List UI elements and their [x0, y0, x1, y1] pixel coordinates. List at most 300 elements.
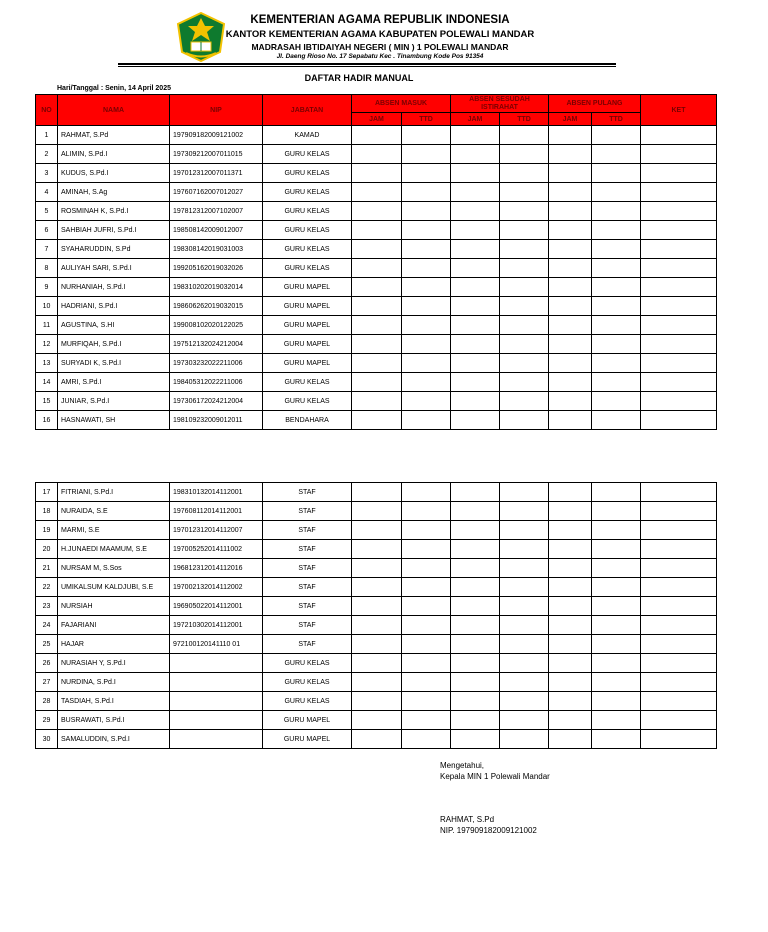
row-pulang-ttd-cell — [592, 126, 641, 145]
school-title: MADRASAH IBTIDAIYAH NEGERI ( MIN ) 1 POLEWALI MANDAR — [251, 42, 509, 52]
row-nip: 197309212007011015 — [170, 145, 263, 164]
row-jabatan: STAF — [263, 521, 352, 540]
row-istirahat-ttd-cell — [500, 673, 549, 692]
row-pulang-jam-cell — [549, 483, 592, 502]
row-nip: 197909182009121002 — [170, 126, 263, 145]
row-istirahat-ttd-cell — [500, 711, 549, 730]
row-istirahat-ttd-cell — [500, 164, 549, 183]
row-pulang-ttd-cell — [592, 559, 641, 578]
date-label: Hari/Tanggal : Senin, 14 April 2025 — [57, 85, 171, 92]
row-nip: 198508142009012007 — [170, 221, 263, 240]
row-ket-cell — [641, 483, 717, 502]
row-no: 23 — [36, 597, 58, 616]
row-pulang-ttd-cell — [592, 354, 641, 373]
row-jabatan: GURU KELAS — [263, 183, 352, 202]
row-nama: SAMALUDDIN, S.Pd.I — [58, 730, 170, 749]
row-pulang-jam-cell — [549, 502, 592, 521]
row-masuk-ttd-cell — [402, 521, 451, 540]
row-ket-cell — [641, 502, 717, 521]
row-no: 24 — [36, 616, 58, 635]
row-no: 4 — [36, 183, 58, 202]
row-pulang-ttd-cell — [592, 711, 641, 730]
row-nip — [170, 673, 263, 692]
row-istirahat-jam-cell — [451, 502, 500, 521]
row-istirahat-jam-cell — [451, 483, 500, 502]
row-masuk-jam-cell — [352, 240, 402, 259]
row-pulang-ttd-cell — [592, 278, 641, 297]
row-jabatan: GURU KELAS — [263, 673, 352, 692]
row-pulang-jam-cell — [549, 411, 592, 430]
row-masuk-jam-cell — [352, 297, 402, 316]
row-istirahat-jam-cell — [451, 259, 500, 278]
row-masuk-jam-cell — [352, 616, 402, 635]
row-ket-cell — [641, 692, 717, 711]
row-jabatan: KAMAD — [263, 126, 352, 145]
row-istirahat-jam-cell — [451, 221, 500, 240]
row-no: 25 — [36, 635, 58, 654]
row-nama: SYAHARUDDIN, S.Pd — [58, 240, 170, 259]
row-masuk-ttd-cell — [402, 597, 451, 616]
row-nip — [170, 730, 263, 749]
table-row — [36, 616, 717, 635]
col-ket-header: KET — [641, 95, 717, 126]
row-istirahat-jam-cell — [451, 635, 500, 654]
row-nama: UMIKALSUM KALDJUBI, S.E — [58, 578, 170, 597]
table-row — [36, 483, 717, 502]
row-istirahat-jam-cell — [451, 411, 500, 430]
row-ket-cell — [641, 711, 717, 730]
row-jabatan: GURU MAPEL — [263, 297, 352, 316]
row-masuk-ttd-cell — [402, 259, 451, 278]
row-masuk-ttd-cell — [402, 316, 451, 335]
row-masuk-ttd-cell — [402, 202, 451, 221]
row-istirahat-ttd-cell — [500, 692, 549, 711]
row-masuk-jam-cell — [352, 354, 402, 373]
col-ttd-header: TTD — [402, 113, 451, 126]
document-title: DAFTAR HADIR MANUAL — [304, 73, 414, 83]
row-istirahat-jam-cell — [451, 335, 500, 354]
table-row — [36, 673, 717, 692]
row-jabatan: STAF — [263, 597, 352, 616]
row-pulang-jam-cell — [549, 297, 592, 316]
row-istirahat-jam-cell — [451, 616, 500, 635]
attendance-table-2 — [35, 482, 717, 749]
row-no: 12 — [36, 335, 58, 354]
row-nama: H.JUNAEDI MAAMUM, S.E — [58, 540, 170, 559]
row-istirahat-jam-cell — [451, 559, 500, 578]
col-jam-header: JAM — [352, 113, 402, 126]
row-istirahat-ttd-cell — [500, 521, 549, 540]
row-no: 21 — [36, 559, 58, 578]
row-pulang-ttd-cell — [592, 616, 641, 635]
row-masuk-jam-cell — [352, 673, 402, 692]
row-nama: NURASIAH Y, S.Pd.I — [58, 654, 170, 673]
row-no: 8 — [36, 259, 58, 278]
row-no: 19 — [36, 521, 58, 540]
row-masuk-ttd-cell — [402, 126, 451, 145]
row-nama: AULIYAH SARI, S.Pd.I — [58, 259, 170, 278]
signature-name: RAHMAT, S.Pd — [440, 815, 495, 824]
row-ket-cell — [641, 654, 717, 673]
row-nama: SURYADI K, S.Pd.I — [58, 354, 170, 373]
row-no: 18 — [36, 502, 58, 521]
row-nip: 197005252014111002 — [170, 540, 263, 559]
table-row — [36, 692, 717, 711]
row-no: 9 — [36, 278, 58, 297]
table-row — [36, 730, 717, 749]
row-no: 27 — [36, 673, 58, 692]
row-ket-cell — [641, 540, 717, 559]
table-row — [36, 354, 717, 373]
row-masuk-ttd-cell — [402, 411, 451, 430]
row-pulang-ttd-cell — [592, 578, 641, 597]
row-pulang-ttd-cell — [592, 316, 641, 335]
row-masuk-ttd-cell — [402, 164, 451, 183]
row-pulang-jam-cell — [549, 711, 592, 730]
row-masuk-jam-cell — [352, 202, 402, 221]
row-istirahat-jam-cell — [451, 354, 500, 373]
row-nip: 196905022014112001 — [170, 597, 263, 616]
row-no: 17 — [36, 483, 58, 502]
row-pulang-jam-cell — [549, 635, 592, 654]
row-masuk-jam-cell — [352, 221, 402, 240]
row-masuk-jam-cell — [352, 578, 402, 597]
table-row — [36, 335, 717, 354]
row-istirahat-ttd-cell — [500, 183, 549, 202]
row-pulang-jam-cell — [549, 240, 592, 259]
kemenag-logo — [174, 12, 228, 62]
table-row — [36, 221, 717, 240]
row-pulang-ttd-cell — [592, 411, 641, 430]
row-pulang-ttd-cell — [592, 483, 641, 502]
row-masuk-ttd-cell — [402, 711, 451, 730]
row-pulang-ttd-cell — [592, 240, 641, 259]
table-row — [36, 183, 717, 202]
row-pulang-jam-cell — [549, 202, 592, 221]
row-nip: 198310132014112001 — [170, 483, 263, 502]
row-masuk-ttd-cell — [402, 392, 451, 411]
row-istirahat-jam-cell — [451, 373, 500, 392]
table-row — [36, 559, 717, 578]
row-jabatan: BENDAHARA — [263, 411, 352, 430]
row-pulang-jam-cell — [549, 316, 592, 335]
row-pulang-jam-cell — [549, 221, 592, 240]
row-masuk-jam-cell — [352, 373, 402, 392]
row-pulang-jam-cell — [549, 183, 592, 202]
row-masuk-ttd-cell — [402, 616, 451, 635]
col-nama-header: NAMA — [58, 95, 170, 126]
row-masuk-ttd-cell — [402, 335, 451, 354]
row-masuk-ttd-cell — [402, 297, 451, 316]
row-masuk-ttd-cell — [402, 578, 451, 597]
table-row — [36, 278, 717, 297]
row-nama: FITRIANI, S.Pd.I — [58, 483, 170, 502]
row-no: 11 — [36, 316, 58, 335]
row-jabatan: GURU KELAS — [263, 692, 352, 711]
row-jabatan: STAF — [263, 635, 352, 654]
row-istirahat-jam-cell — [451, 521, 500, 540]
row-nip: 197607162007012027 — [170, 183, 263, 202]
header-divider — [118, 63, 616, 65]
row-pulang-jam-cell — [549, 692, 592, 711]
row-ket-cell — [641, 635, 717, 654]
row-istirahat-jam-cell — [451, 278, 500, 297]
row-nip: 198405312022211006 — [170, 373, 263, 392]
row-istirahat-jam-cell — [451, 692, 500, 711]
row-istirahat-ttd-cell — [500, 278, 549, 297]
row-ket-cell — [641, 316, 717, 335]
table-row — [36, 297, 717, 316]
col-jabatan-header: JABATAN — [263, 95, 352, 126]
table-row — [36, 540, 717, 559]
row-nama: RAHMAT, S.Pd — [58, 126, 170, 145]
row-istirahat-ttd-cell — [500, 616, 549, 635]
signature-nip: NIP. 197909182009121002 — [440, 826, 537, 835]
row-nip: 197306172024212004 — [170, 392, 263, 411]
row-jabatan: GURU MAPEL — [263, 354, 352, 373]
table-row — [36, 202, 717, 221]
table-row — [36, 373, 717, 392]
row-nama: NURHANIAH, S.Pd.I — [58, 278, 170, 297]
row-pulang-jam-cell — [549, 654, 592, 673]
row-istirahat-ttd-cell — [500, 259, 549, 278]
row-masuk-jam-cell — [352, 635, 402, 654]
row-ket-cell — [641, 559, 717, 578]
row-masuk-jam-cell — [352, 654, 402, 673]
row-nip: 197210302014112001 — [170, 616, 263, 635]
table-row — [36, 635, 717, 654]
row-jabatan: GURU KELAS — [263, 373, 352, 392]
row-no: 5 — [36, 202, 58, 221]
row-masuk-ttd-cell — [402, 221, 451, 240]
row-masuk-jam-cell — [352, 278, 402, 297]
row-masuk-ttd-cell — [402, 540, 451, 559]
row-no: 16 — [36, 411, 58, 430]
table-row — [36, 259, 717, 278]
row-nama: JUNIAR, S.Pd.I — [58, 392, 170, 411]
row-pulang-ttd-cell — [592, 673, 641, 692]
row-jabatan: GURU KELAS — [263, 259, 352, 278]
row-pulang-jam-cell — [549, 373, 592, 392]
row-jabatan: GURU MAPEL — [263, 278, 352, 297]
row-istirahat-ttd-cell — [500, 316, 549, 335]
row-pulang-ttd-cell — [592, 502, 641, 521]
row-istirahat-ttd-cell — [500, 145, 549, 164]
row-nip: 198606262019032015 — [170, 297, 263, 316]
row-nip: 199205162019032026 — [170, 259, 263, 278]
row-pulang-ttd-cell — [592, 335, 641, 354]
row-istirahat-ttd-cell — [500, 559, 549, 578]
row-masuk-jam-cell — [352, 730, 402, 749]
row-nip: 198109232009012011 — [170, 411, 263, 430]
row-istirahat-ttd-cell — [500, 126, 549, 145]
row-nama: ALIMIN, S.Pd.I — [58, 145, 170, 164]
row-istirahat-ttd-cell — [500, 540, 549, 559]
row-istirahat-jam-cell — [451, 145, 500, 164]
row-masuk-ttd-cell — [402, 673, 451, 692]
row-pulang-jam-cell — [549, 145, 592, 164]
row-ket-cell — [641, 164, 717, 183]
row-ket-cell — [641, 278, 717, 297]
signature-position: Kepala MIN 1 Polewali Mandar — [440, 772, 550, 781]
row-nip — [170, 654, 263, 673]
col-no-header: NO — [36, 95, 58, 126]
row-jabatan: GURU MAPEL — [263, 316, 352, 335]
row-jabatan: GURU KELAS — [263, 392, 352, 411]
row-masuk-jam-cell — [352, 183, 402, 202]
row-ket-cell — [641, 240, 717, 259]
col-absen-masuk-header: ABSEN MASUK — [352, 95, 451, 113]
attendance-table-1 — [35, 94, 717, 430]
row-nip: 198310202019032014 — [170, 278, 263, 297]
table-row — [36, 392, 717, 411]
row-pulang-ttd-cell — [592, 392, 641, 411]
row-nip: 197012312007011371 — [170, 164, 263, 183]
row-pulang-ttd-cell — [592, 692, 641, 711]
signature-acknowledged: Mengetahui, — [440, 761, 485, 770]
row-nama: AGUSTINA, S.HI — [58, 316, 170, 335]
row-pulang-jam-cell — [549, 597, 592, 616]
row-no: 30 — [36, 730, 58, 749]
row-pulang-ttd-cell — [592, 297, 641, 316]
row-pulang-jam-cell — [549, 578, 592, 597]
row-pulang-ttd-cell — [592, 221, 641, 240]
row-no: 20 — [36, 540, 58, 559]
row-ket-cell — [641, 335, 717, 354]
row-jabatan: STAF — [263, 616, 352, 635]
col-nip-header: NIP — [170, 95, 263, 126]
row-istirahat-ttd-cell — [500, 392, 549, 411]
row-jabatan: GURU MAPEL — [263, 711, 352, 730]
row-pulang-ttd-cell — [592, 373, 641, 392]
row-ket-cell — [641, 259, 717, 278]
row-istirahat-jam-cell — [451, 392, 500, 411]
row-jabatan: GURU MAPEL — [263, 730, 352, 749]
table-row — [36, 654, 717, 673]
row-ket-cell — [641, 673, 717, 692]
row-masuk-ttd-cell — [402, 730, 451, 749]
row-masuk-jam-cell — [352, 692, 402, 711]
table-row — [36, 411, 717, 430]
row-nip — [170, 711, 263, 730]
row-ket-cell — [641, 145, 717, 164]
row-pulang-ttd-cell — [592, 202, 641, 221]
table-row — [36, 711, 717, 730]
row-masuk-jam-cell — [352, 145, 402, 164]
row-masuk-ttd-cell — [402, 278, 451, 297]
row-nama: FAJARIANI — [58, 616, 170, 635]
table-row — [36, 597, 717, 616]
row-istirahat-jam-cell — [451, 240, 500, 259]
row-pulang-ttd-cell — [592, 164, 641, 183]
row-istirahat-jam-cell — [451, 297, 500, 316]
row-istirahat-ttd-cell — [500, 240, 549, 259]
row-nip: 972100120141110 01 — [170, 635, 263, 654]
row-masuk-jam-cell — [352, 335, 402, 354]
row-pulang-jam-cell — [549, 164, 592, 183]
row-masuk-jam-cell — [352, 411, 402, 430]
row-ket-cell — [641, 597, 717, 616]
row-nip: 197002132014112002 — [170, 578, 263, 597]
row-istirahat-jam-cell — [451, 183, 500, 202]
row-istirahat-ttd-cell — [500, 297, 549, 316]
row-jabatan: GURU KELAS — [263, 164, 352, 183]
table-row — [36, 126, 717, 145]
row-masuk-ttd-cell — [402, 502, 451, 521]
row-pulang-ttd-cell — [592, 730, 641, 749]
row-pulang-jam-cell — [549, 392, 592, 411]
row-no: 7 — [36, 240, 58, 259]
row-nip: 196812312014112016 — [170, 559, 263, 578]
row-jabatan: GURU KELAS — [263, 202, 352, 221]
row-istirahat-ttd-cell — [500, 730, 549, 749]
row-istirahat-ttd-cell — [500, 578, 549, 597]
row-nama: AMRI, S.Pd.I — [58, 373, 170, 392]
row-masuk-jam-cell — [352, 711, 402, 730]
row-pulang-ttd-cell — [592, 540, 641, 559]
col-absen-istirahat-header: ABSEN SESUDAH ISTIRAHAT — [451, 95, 549, 113]
col-absen-pulang-header: ABSEN PULANG — [549, 95, 641, 113]
row-no: 13 — [36, 354, 58, 373]
row-nip: 199008102020122025 — [170, 316, 263, 335]
row-no: 1 — [36, 126, 58, 145]
row-pulang-jam-cell — [549, 673, 592, 692]
row-no: 3 — [36, 164, 58, 183]
row-masuk-ttd-cell — [402, 183, 451, 202]
row-istirahat-ttd-cell — [500, 411, 549, 430]
row-pulang-ttd-cell — [592, 521, 641, 540]
row-nama: HASNAWATI, SH — [58, 411, 170, 430]
row-masuk-ttd-cell — [402, 635, 451, 654]
row-no: 2 — [36, 145, 58, 164]
row-nip: 197303232022211006 — [170, 354, 263, 373]
row-istirahat-jam-cell — [451, 164, 500, 183]
row-ket-cell — [641, 126, 717, 145]
row-masuk-ttd-cell — [402, 483, 451, 502]
row-jabatan: GURU MAPEL — [263, 335, 352, 354]
row-nip: 197812312007102007 — [170, 202, 263, 221]
row-masuk-jam-cell — [352, 164, 402, 183]
row-pulang-ttd-cell — [592, 654, 641, 673]
row-masuk-jam-cell — [352, 502, 402, 521]
row-pulang-jam-cell — [549, 521, 592, 540]
row-nip: 197512132024212004 — [170, 335, 263, 354]
row-istirahat-jam-cell — [451, 730, 500, 749]
school-address: Jl. Daeng Rioso No. 17 Sepabatu Kec . Tinambung Kode Pos 91354 — [276, 53, 484, 60]
row-jabatan: STAF — [263, 502, 352, 521]
row-no: 6 — [36, 221, 58, 240]
row-istirahat-jam-cell — [451, 673, 500, 692]
table-row — [36, 164, 717, 183]
row-no: 22 — [36, 578, 58, 597]
row-istirahat-ttd-cell — [500, 483, 549, 502]
row-istirahat-jam-cell — [451, 597, 500, 616]
row-no: 28 — [36, 692, 58, 711]
row-istirahat-jam-cell — [451, 711, 500, 730]
table-row — [36, 502, 717, 521]
header-divider-thin — [118, 66, 616, 67]
row-istirahat-jam-cell — [451, 316, 500, 335]
table-row — [36, 316, 717, 335]
row-nama: HAJAR — [58, 635, 170, 654]
row-masuk-ttd-cell — [402, 654, 451, 673]
row-pulang-jam-cell — [549, 730, 592, 749]
row-pulang-ttd-cell — [592, 635, 641, 654]
row-nama: KUDUS, S.Pd.I — [58, 164, 170, 183]
office-title: KANTOR KEMENTERIAN AGAMA KABUPATEN POLEWALI MANDAR — [225, 29, 535, 40]
row-istirahat-ttd-cell — [500, 373, 549, 392]
row-istirahat-ttd-cell — [500, 635, 549, 654]
